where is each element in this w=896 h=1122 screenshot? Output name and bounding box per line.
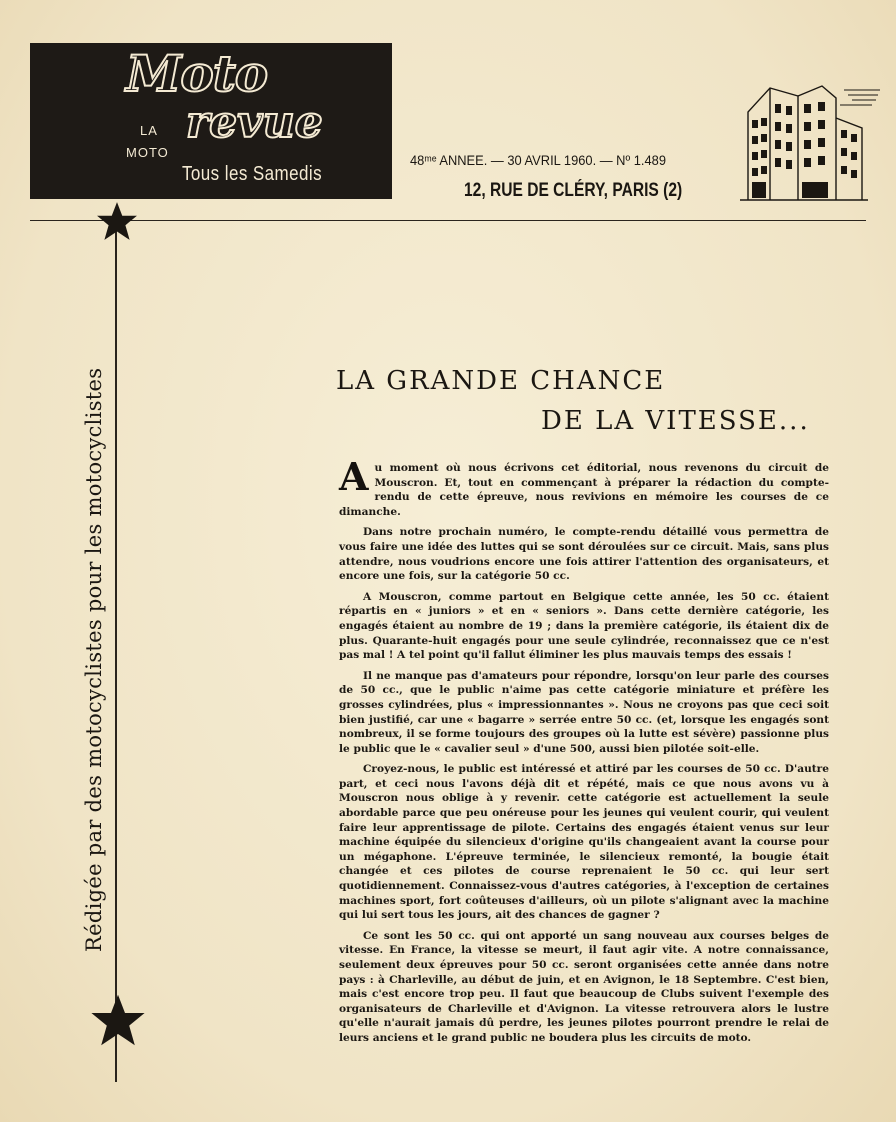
paragraph: Ce sont les 50 cc. qui ont apporté un sang nouveau aux courses belges de vitesse. En France, la vitesse se meurt, il faut agir vite. A notre connaissance, seulement deux épreuves pour 50 cc. seront organisées cette année dans notre pays : à Charleville, au début de juin, et en Avignon, le 18 Septembre. C'est bien, mais c'est encore trop peu. Il faut que beaucoup de Clubs suivent l'exemple des organisateurs de Charleville et d'Avignon. La vitesse retrouvera alors le lustre qu'elle n'aurait jamais dû perdre, les jeunes pilotes pourront prendre le relai de leurs anciens et le grand public ne boudera plus les circuits de moto. [339, 929, 829, 1044]
logo-la: LA [140, 123, 158, 138]
paragraph: Dans notre prochain numéro, le compte-rendu détaillé vous permettra de vous faire une idée des luttes qui se sont déroulées sur ce circuit. Mais, sans plus attendre, nous voudrions encore une fois attirer l'attention des organisateurs, et encore une fois, sur la catégorie 50 cc. [339, 526, 829, 583]
masthead-tagline: Tous les Samedis [182, 163, 323, 185]
masthead-logo-box [30, 43, 392, 199]
paragraph: Il ne manque pas d'amateurs pour répondre, lorsqu'on leur parle des courses de 50 cc., que le public n'aime pas cette catégorie miniature et préfère les grosses cylindrées, plus « impressionnantes ». Nous ne croyons pas que ceci soit bien justifié, car une « bagarre » serrée entre 50 cc. (et, lorsque les engagés sont nombreux, il se forme toujours des groupes où la lutte est sévère) passionne plus le public que le « cavalier seul » d'une 500, aussi bien pilotée soit-elle. [339, 669, 829, 755]
star-ornament-bottom [90, 992, 146, 1048]
sidebar-vertical-title: Rédigée par des motocyclistes pour les motocyclistes [82, 367, 106, 952]
headline-line-2: DE LA VITESSE... [541, 406, 810, 436]
editorial-article [339, 454, 829, 1052]
drop-cap: A [339, 454, 369, 499]
building-illustration [740, 82, 882, 204]
issue-line: 48ᵐᵉ ANNEE. — 30 AVRIL 1960. — Nº 1.489 [410, 152, 667, 168]
paragraph: A Mouscron, comme partout en Belgique cette année, les 50 cc. étaient répartis en « juniors » et en « seniors ». Dans cette dernière catégorie, les engagés étaient au nombre de 19 ; dans la première catégorie, ils étaient dix de plus. Quarante-huit engagés pour une seule cylindrée, reconnaissez que ce n'est pas mal ! A tel point qu'il fallut éliminer les plus mauvais temps des essais ! [339, 590, 829, 662]
paragraph [339, 454, 829, 519]
logo-moto-small: MOTO [126, 145, 169, 160]
address-line: 12, RUE DE CLÉRY, PARIS (2) [464, 180, 683, 201]
logo-revue: revue [186, 97, 323, 148]
paragraph: Croyez-nous, le public est intéressé et attiré par les courses de 50 cc. D'autre part, et ceci nous l'avons déjà dit et répété, mais ce que nous avons vu à Mouscron nous oblige à y revenir. cette catégorie est actuellement la seule abordable parce que peu onéreuse pour les jeunes qui veulent courir, qui veulent faire leur apprentissage de pilote. Certains des engagés étaient venus sur leur machine équipée du silencieux d'origine qu'ils changeaient avant la course pour un mégaphone. L'épreuve terminée, le silencieux remonté, la bougie était changée et ces pilotes de course reprenaient le 50 cc. qui leur sert quotidiennement. Connaissez-vous d'autres catégories, à l'exception de certaines machines sport, fort coûteuses d'ailleurs, où un pilote s'alignant avec la machine qui lui sert tous les jours, ait des chances de gagner ? [339, 763, 829, 922]
paragraph-text: u moment où nous écrivons cet éditorial, nous revenons du circuit de Mouscron. Et, tout en commençant à préparer la rédaction du compte-rendu de cette épreuve, nous revivions en mémoire les courses de ce dimanche. [339, 462, 829, 518]
header-divider-rule [30, 220, 866, 221]
logo-moto: Moto [126, 44, 268, 103]
headline-line-1: LA GRANDE CHANCE [336, 366, 666, 396]
star-ornament-top [96, 200, 138, 242]
sidebar-vertical-rule [115, 222, 117, 1082]
